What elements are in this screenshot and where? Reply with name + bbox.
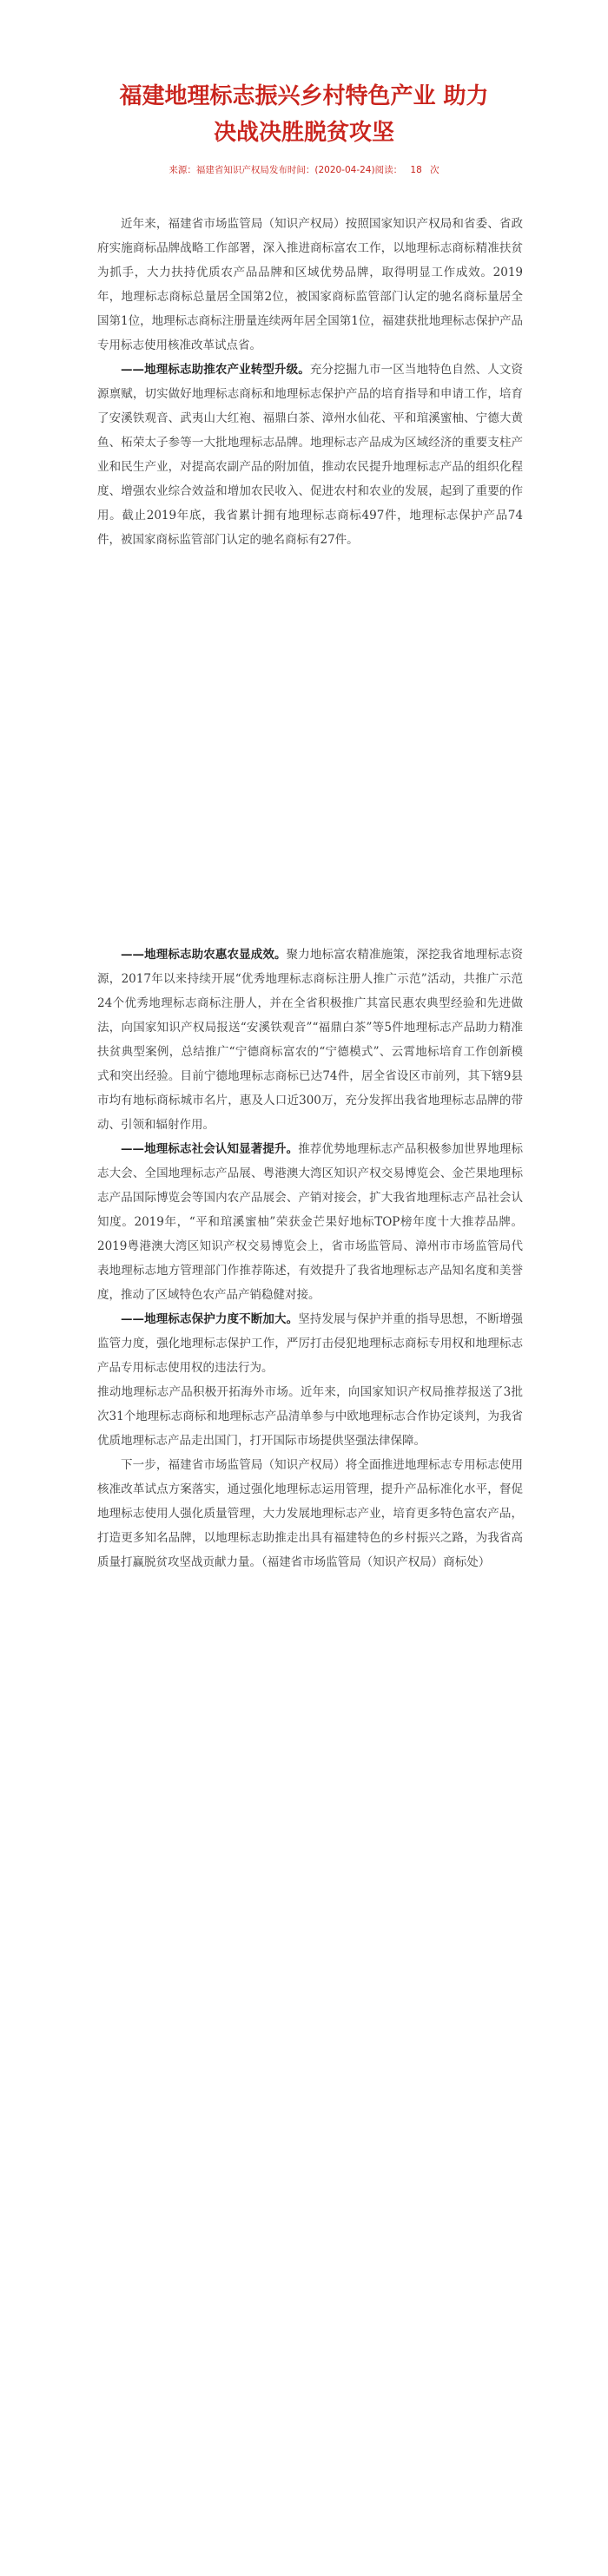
section-heading: ——地理标志社会认知显著提升。 xyxy=(121,1142,299,1156)
paragraph-next-steps: 下一步，福建省市场监管局（知识产权局）将全面推进地理标志专用标志使用核准改革试点方案落实，通过强化地理标志运用管理，提升产品标准化水平，督促地理标志使用人强化质量管理，大力发展地理标志产业，培育更多特色富农产品，打造更多知名品牌，以地理标志助推走出具有福建特色的乡村振兴之路，为我省高质量打赢脱贫攻坚战贡献力量。（福建省市场监管局（知识产权局）商标处） xyxy=(97,1458,523,1569)
source-label: 来源：福建省知识产权局发布时间：(2020-04-24)阅读： xyxy=(169,165,403,175)
paragraph-public-awareness: ——地理标志社会认知显著提升。推荐优势地理标志产品积极参加世界地理标志大会、全国地理标志产品展、粤港澳大湾区知识产权交易博览会、金芒果地理标志产品国际博览会等国内农产品展会、产销对接会，扩大我省地理标志产品社会认知度。2019年，“平和琯溪蜜柚”荣获金芒果好地标TOP榜年度十大推荐品牌。2019粤港澳大湾区知识产权交易博览会上，省市场监管局、漳州市市场监管局代表地理标志地方管理部门作推荐陈述，有效提升了我省地理标志产品知名度和美誉度，推动了区域特色农产品产销稳健对接。 xyxy=(97,1142,523,1302)
page-section-3 xyxy=(97,1380,523,1574)
article-meta xyxy=(35,163,573,176)
section-heading: ——地理标志助推农产业转型升级。 xyxy=(121,363,310,377)
section-heading: ——地理标志助农惠农显成效。 xyxy=(121,948,287,962)
page-section-2 xyxy=(97,943,523,1380)
paragraph-protection: ——地理标志保护力度不断加大。坚持发展与保护并重的指导思想，不断增强监管力度，强化地理标志保护工作，严厉打击侵犯地理标志商标专用权和地理标志产品专用标志使用权的违法行为。 xyxy=(97,1312,523,1375)
view-unit: 次 xyxy=(430,165,439,175)
paragraph-overseas-market: 推动地理标志产品积极开拓海外市场。近年来，向国家知识产权局推荐报送了3批次31个地理标志商标和地理标志产品清单参与中欧地理标志合作协定谈判，为我省优质地理标志产品走出国门，打开国际市场提供坚强法律保障。 xyxy=(97,1385,523,1448)
paragraph-poverty-relief: ——地理标志助农惠农显成效。聚力地标富农精准施策，深挖我省地理标志资源，2017年以来持续开展“优秀地理标志商标注册人推广示范”活动，共推广示范24个优秀地理标志商标注册人，并在全省积极推广其富民惠农典型经验和先进做法，向国家知识产权局报送“安溪铁观音”“福鼎白茶”等5件地理标志产品助力精准扶贫典型案例，总结推广“宁德商标富农的“宁德模式”、云霄地标培育工作创新模式和突出经验。目前宁德地理标志商标已达74件，居全省设区市前列，其下辖9县市均有地标商标城市名片，惠及人口近300万，充分发挥出我省地理标志品牌的带动、引领和辐射作用。 xyxy=(97,948,523,1132)
title-line-2: 决战决胜脱贫攻坚 xyxy=(213,120,394,146)
paragraph-intro: 近年来，福建省市场监管局（知识产权局）按照国家知识产权局和省委、省政府实施商标品牌战略工作部署，深入推进商标富农工作，以地理标志商标精准扶贫为抓手，大力扶持优质农产品品牌和区域优势品牌，取得明显工作成效。2019年，地理标志商标总量居全国第2位，被国家商标监管部门认定的驰名商标量居全国第1位，地理标志商标注册量连续两年居全国第1位，福建获批地理标志保护产品专用标志使用核准改革试点省。 xyxy=(97,217,523,352)
section-heading: ——地理标志保护力度不断加大。 xyxy=(121,1312,299,1326)
page-section-1 xyxy=(97,212,523,552)
article-title xyxy=(35,78,573,151)
paragraph-industry-upgrade: ——地理标志助推农产业转型升级。充分挖掘九市一区当地特色自然、人文资源禀赋，切实做好地理标志商标和地理标志保护产品的培育指导和申请工作，培育了安溪铁观音、武夷山大红袍、福鼎白茶、漳州水仙花、平和琯溪蜜柚、宁德大黄鱼、柘荣太子参等一大批地理标志品牌。地理标志产品成为区域经济的重要支柱产业和民生产业，对提高农副产品的附加值，推动农民提升地理标志产品的组织化程度、增强农业综合效益和增加农民收入、促进农村和农业的发展，起到了重要的作用。截止2019年底，我省累计拥有地理标志商标497件，地理标志保护产品74件，被国家商标监管部门认定的驰名商标有27件。 xyxy=(97,363,523,547)
title-line-1: 福建地理标志振兴乡村特色产业 助力 xyxy=(119,83,489,109)
view-count: 18 xyxy=(410,165,422,175)
